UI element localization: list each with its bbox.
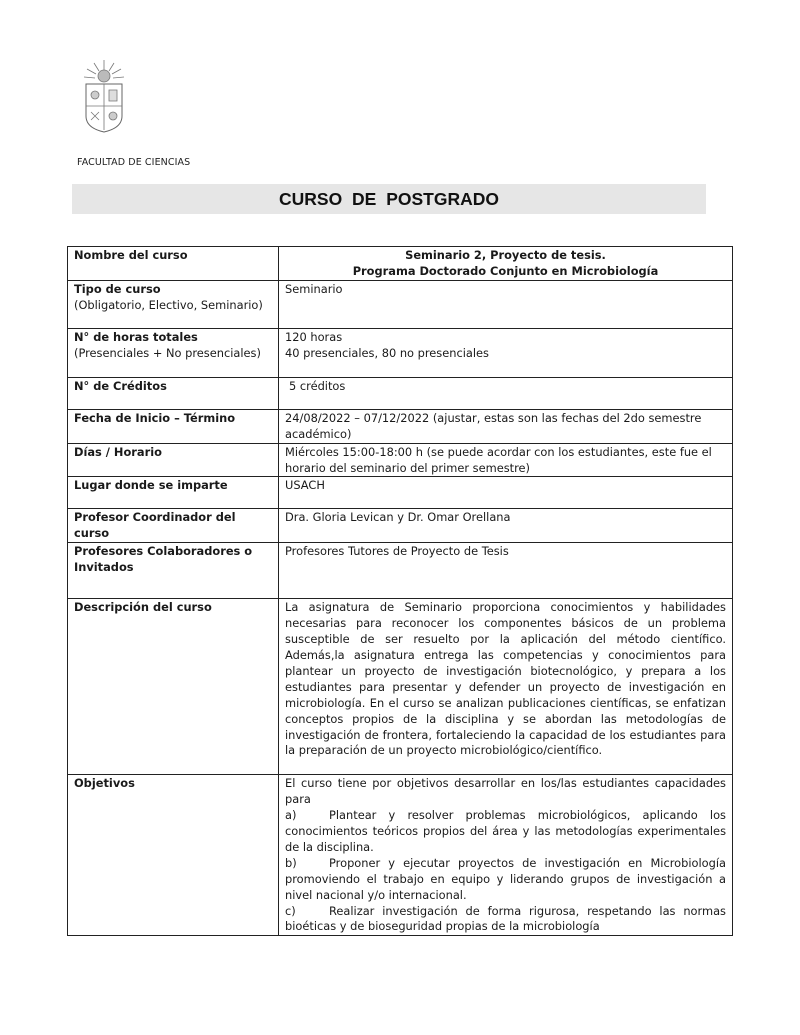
coordinator-label: Profesor Coordinador del curso [74,510,236,541]
description-label: Descripción del curso [74,600,212,615]
value-cell [279,377,733,409]
label-cell [68,377,279,409]
description-value: La asignatura de Seminario proporciona conocimientos y habilidades necesarias para reconocer los componentes básicos de un problema susceptible de ser resuelto por la aplicación del método científico. Además,la asignatura entrega las competencias y conocimientos para plantear un proyecto de investigación biotecnológico, y prepara a los estudiantes para presentar y defender un proyecto de investigación en microbiología. En el curso se analizan publicaciones científicas, se enfatizan conceptos propios de la disciplina y se abordan las metodologías de investigación de frontera, fortaleciendo la capacidad de los estudiantes para la preparación de un proyecto microbiológico/científico. [285,600,726,758]
objective-letter: c) [285,903,296,918]
label-cell [68,543,279,599]
objective-letter: a) [285,808,297,823]
faculty-name: FACULTAD DE CIENCIAS [77,157,191,168]
collaborators-label: Profesores Colaboradores o Invitados [74,544,253,575]
value-cell [279,409,733,443]
page-title: CURSO DE POSTGRADO [278,188,500,209]
course-type-sublabel: (Obligatorio, Electivo, Seminario) [74,297,263,312]
objective-item [285,856,726,904]
row-dates [68,409,733,443]
value-cell [279,543,733,599]
value-cell [279,599,733,775]
value-cell [279,247,733,281]
course-type-label: Tipo de curso [74,281,161,296]
row-coordinator [68,509,733,543]
collaborators-value: Profesores Tutores de Proyecto de Tesis [285,544,509,559]
objective-text: Proponer y ejecutar proyectos de investigación en Microbiología promoviendo el trabajo en equipo y liderando grupos de investigación a nivel nacional y/o internacional. [285,855,726,902]
total-hours-sublabel: (Presenciales + No presenciales) [74,345,261,360]
dates-value: 24/08/2022 – 07/12/2022 (ajustar, estas son las fechas del 2do semestre académico) [285,410,702,441]
dates-label: Fecha de Inicio – Término [74,410,236,425]
label-cell [68,509,279,543]
value-cell [279,775,733,936]
course-name-line1: Seminario 2, Proyecto de tesis. [405,248,606,262]
value-cell [279,328,733,377]
label-cell [68,477,279,509]
schedule-value: Miércoles 15:00-18:00 h (se puede acordar con los estudiantes, este fue el horario del seminario del primer semestre) [285,444,712,475]
page-title-bar [72,184,706,214]
value-cell [279,280,733,328]
value-cell [279,443,733,477]
objective-letter: b) [285,855,297,870]
row-course-type [68,280,733,328]
objective-text: Plantear y resolver problemas microbiológicos, aplicando los conocimientos teóricos propios del área y las metodologías experimentales de la disciplina. [285,808,726,854]
row-collaborators [68,543,733,599]
course-info-table [67,246,733,936]
objective-text: Realizar investigación de forma rigurosa, respetando las normas bioéticas y de bioseguridad propias de la microbiología [285,903,726,934]
location-label: Lugar donde se imparte [74,478,228,493]
objectives-label: Objetivos [74,776,135,791]
row-credits [68,377,733,409]
row-description [68,599,733,775]
coordinator-value: Dra. Gloria Levican y Dr. Omar Orellana [285,510,511,525]
total-hours-label: N° de horas totales [74,329,198,344]
total-hours-value-2: 40 presenciales, 80 no presenciales [285,345,489,360]
university-crest-logo [78,58,130,134]
row-course-name [68,247,733,281]
label-cell [68,409,279,443]
label-cell [68,599,279,775]
row-location [68,477,733,509]
schedule-label: Días / Horario [74,444,162,459]
credits-value: 5 créditos [289,378,346,393]
label-cell [68,328,279,377]
objective-item [285,808,726,856]
row-total-hours [68,328,733,377]
value-cell [279,509,733,543]
row-schedule [68,443,733,477]
total-hours-value-1: 120 horas [285,329,343,344]
objectives-intro: El curso tiene por objetivos desarrollar en los/las estudiantes capacidades para [285,776,726,807]
label-cell [68,443,279,477]
row-objectives [68,775,733,936]
label-cell [68,247,279,281]
course-name-label: Nombre del curso [74,248,188,262]
objective-item [285,904,726,936]
course-type-value: Seminario [285,281,343,296]
location-value: USACH [285,478,325,493]
course-name-line2: Programa Doctorado Conjunto en Microbiología [352,263,659,278]
value-cell [279,477,733,509]
credits-label: N° de Créditos [74,378,167,393]
label-cell [68,775,279,936]
label-cell [68,280,279,328]
